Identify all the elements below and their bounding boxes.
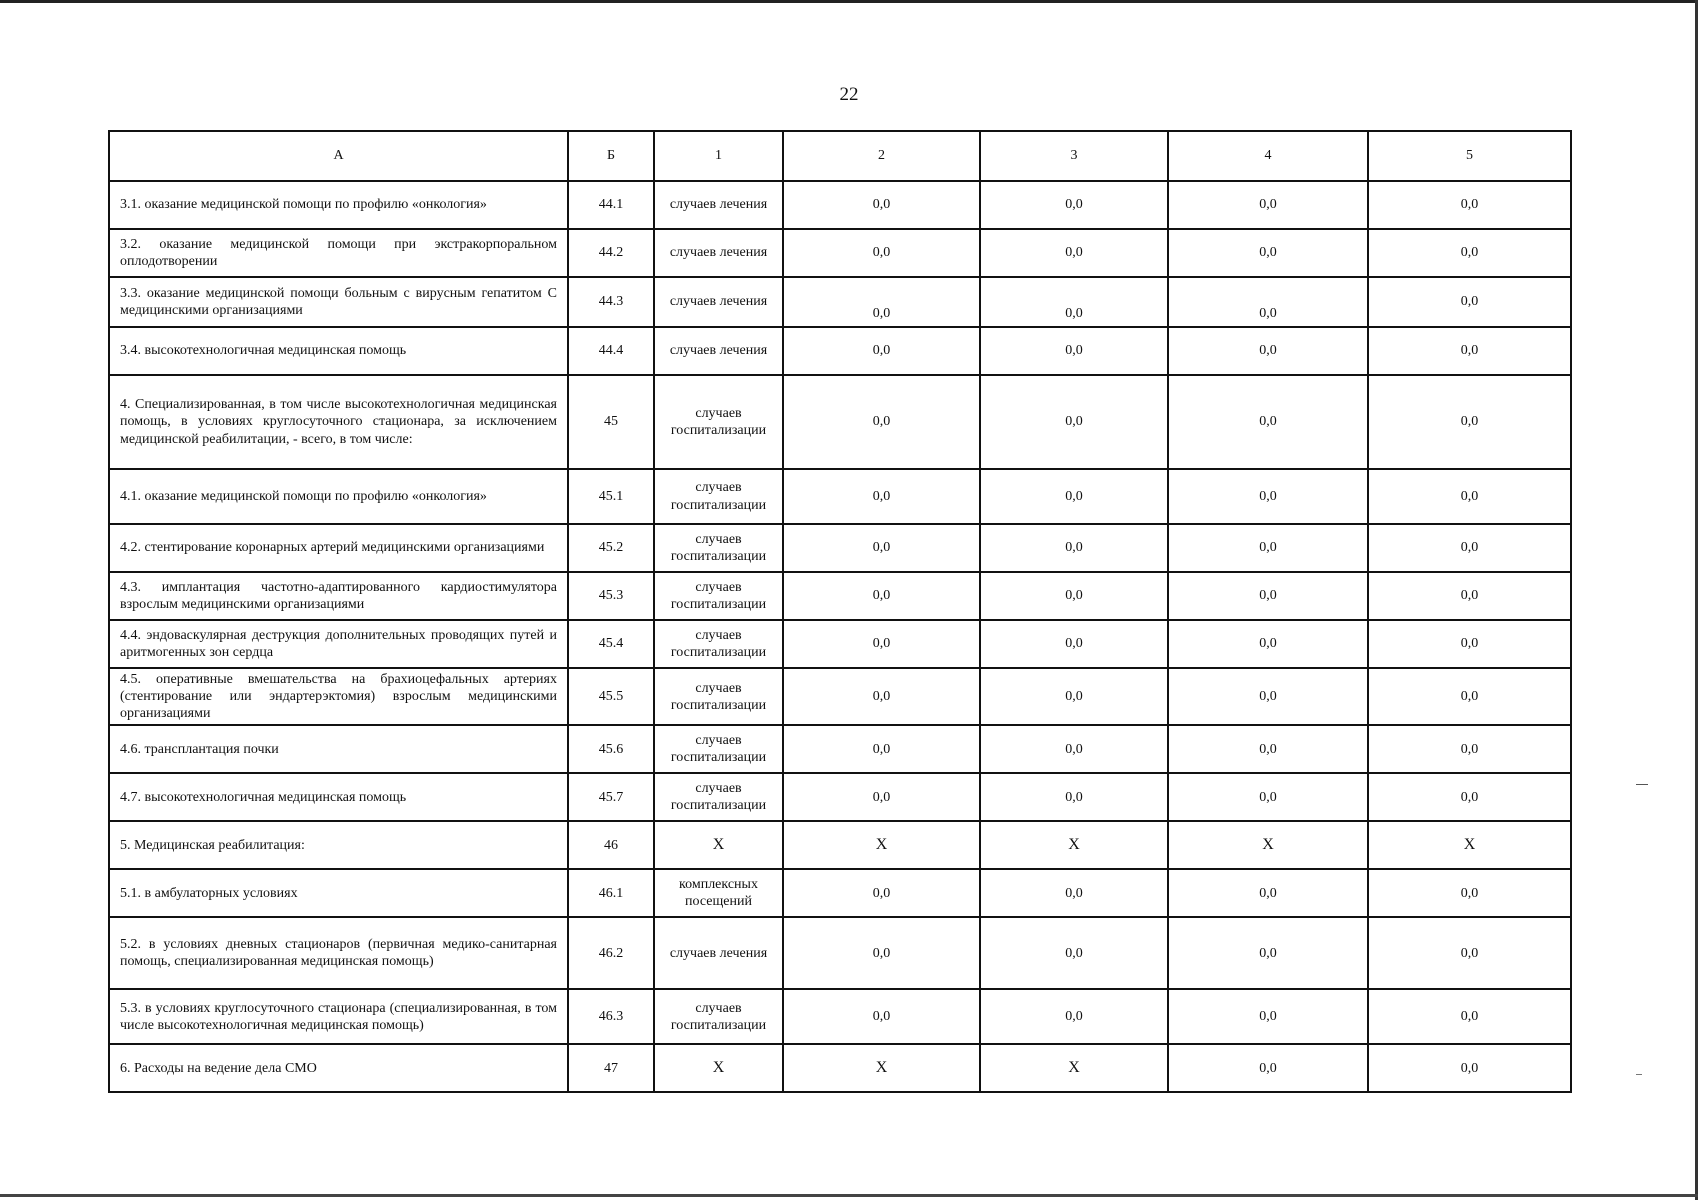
table-row: [109, 375, 1571, 469]
header-col-3: 3: [980, 131, 1168, 181]
row-value-col2: Х: [783, 1044, 980, 1092]
scan-edge-top: [0, 0, 1698, 3]
row-value-col2: 0,0: [783, 989, 980, 1044]
data-table: [108, 130, 1572, 1093]
row-unit: случаев лечения: [654, 917, 783, 989]
row-code: 44.4: [568, 327, 654, 375]
row-value-col3: 0,0: [980, 620, 1168, 668]
page-number: 22: [839, 84, 859, 105]
header-col-5: 5: [1368, 131, 1571, 181]
row-value-col4: 0,0: [1168, 917, 1368, 989]
table-row: [109, 773, 1571, 821]
row-unit: случаев госпитализации: [654, 572, 783, 620]
row-value-col2: 0,0: [783, 668, 980, 725]
row-value-col5: 0,0: [1368, 668, 1571, 725]
table-row: [109, 620, 1571, 668]
row-code: 44.2: [568, 229, 654, 277]
row-value-col4: 0,0: [1168, 327, 1368, 375]
header-col-4: 4: [1168, 131, 1368, 181]
table-row: [109, 668, 1571, 725]
row-name: 5.3. в условиях круглосуточного стационара (специализированная, в том числе высокотехнологичная медицинская помощь): [109, 989, 568, 1044]
row-value-col3: 0,0: [980, 327, 1168, 375]
row-value-col2: 0,0: [783, 524, 980, 572]
row-value-col5: 0,0: [1368, 469, 1571, 524]
row-value-col2: 0,0: [783, 869, 980, 917]
row-value-col5: 0,0: [1368, 620, 1571, 668]
row-value-col4: 0,0: [1168, 725, 1368, 773]
row-value-col3: 0,0: [980, 229, 1168, 277]
row-value-col4: 0,0: [1168, 181, 1368, 229]
row-value-col3: 0,0: [980, 572, 1168, 620]
row-value-col2: 0,0: [783, 229, 980, 277]
row-value-col4: 0,0: [1168, 277, 1368, 327]
row-value-col5: 0,0: [1368, 773, 1571, 821]
row-name: 6. Расходы на ведение дела СМО: [109, 1044, 568, 1092]
row-name: 5.1. в амбулаторных условиях: [109, 869, 568, 917]
row-name: 4.3. имплантация частотно-адаптированного кардиостимулятора взрослым медицинскими организациями: [109, 572, 568, 620]
row-value-col4: 0,0: [1168, 773, 1368, 821]
row-value-col5: 0,0: [1368, 572, 1571, 620]
row-value-col3: 0,0: [980, 989, 1168, 1044]
row-name: 4. Специализированная, в том числе высокотехнологичная медицинская помощь, в условиях круглосуточного стационара, за исключением медицинской реабилитации, - всего, в том числе:: [109, 375, 568, 469]
row-value-col4: 0,0: [1168, 375, 1368, 469]
header-col-b: Б: [568, 131, 654, 181]
table-row: [109, 572, 1571, 620]
row-value-col5: 0,0: [1368, 327, 1571, 375]
row-value-col4: 0,0: [1168, 469, 1368, 524]
row-unit: случаев лечения: [654, 181, 783, 229]
row-value-col4: 0,0: [1168, 620, 1368, 668]
row-unit: Х: [654, 1044, 783, 1092]
table-row: [109, 277, 1571, 327]
row-value-col3: 0,0: [980, 277, 1168, 327]
row-unit: комплексных посещений: [654, 869, 783, 917]
row-name: 4.5. оперативные вмешательства на брахиоцефальных артериях (стентирование или эндартерэктомия) взрослым медицинскими организациями: [109, 668, 568, 725]
row-unit: случаев лечения: [654, 277, 783, 327]
table-row: [109, 524, 1571, 572]
row-value-col2: 0,0: [783, 572, 980, 620]
row-value-col5: Х: [1368, 821, 1571, 869]
row-value-col3: 0,0: [980, 375, 1168, 469]
table-row: [109, 917, 1571, 989]
row-code: 45.1: [568, 469, 654, 524]
row-code: 45.5: [568, 668, 654, 725]
row-value-col3: 0,0: [980, 524, 1168, 572]
header-col-2: 2: [783, 131, 980, 181]
row-code: 45.6: [568, 725, 654, 773]
row-unit: случаев лечения: [654, 229, 783, 277]
row-code: 45.2: [568, 524, 654, 572]
row-value-col3: Х: [980, 821, 1168, 869]
row-value-col2: 0,0: [783, 725, 980, 773]
row-name: 5. Медицинская реабилитация:: [109, 821, 568, 869]
row-value-col3: 0,0: [980, 181, 1168, 229]
row-unit: случаев госпитализации: [654, 668, 783, 725]
row-value-col5: 0,0: [1368, 277, 1571, 327]
row-code: 45.4: [568, 620, 654, 668]
row-value-col5: 0,0: [1368, 229, 1571, 277]
row-value-col4: 0,0: [1168, 1044, 1368, 1092]
row-value-col2: 0,0: [783, 277, 980, 327]
row-code: 46.1: [568, 869, 654, 917]
row-unit: случаев госпитализации: [654, 725, 783, 773]
row-name: 4.1. оказание медицинской помощи по профилю «онкология»: [109, 469, 568, 524]
row-code: 46.2: [568, 917, 654, 989]
row-code: 45.7: [568, 773, 654, 821]
row-code: 44.3: [568, 277, 654, 327]
row-name: 3.3. оказание медицинской помощи больным с вирусным гепатитом С медицинскими организациями: [109, 277, 568, 327]
row-value-col3: 0,0: [980, 773, 1168, 821]
row-value-col5: 0,0: [1368, 725, 1571, 773]
row-value-col4: 0,0: [1168, 229, 1368, 277]
row-value-col2: 0,0: [783, 773, 980, 821]
scan-artifact: [1636, 1074, 1642, 1075]
row-name: 4.6. трансплантация почки: [109, 725, 568, 773]
row-name: 4.2. стентирование коронарных артерий медицинскими организациями: [109, 524, 568, 572]
row-value-col3: 0,0: [980, 869, 1168, 917]
table-row: [109, 469, 1571, 524]
row-code: 46.3: [568, 989, 654, 1044]
row-value-col3: 0,0: [980, 469, 1168, 524]
row-value-col2: 0,0: [783, 181, 980, 229]
row-unit: случаев госпитализации: [654, 524, 783, 572]
row-value-col5: 0,0: [1368, 524, 1571, 572]
row-value-col4: Х: [1168, 821, 1368, 869]
row-value-col2: 0,0: [783, 469, 980, 524]
header-row: [109, 131, 1571, 181]
row-value-col3: Х: [980, 1044, 1168, 1092]
row-code: 46: [568, 821, 654, 869]
row-value-col5: 0,0: [1368, 989, 1571, 1044]
row-value-col5: 0,0: [1368, 869, 1571, 917]
row-value-col3: 0,0: [980, 917, 1168, 989]
row-value-col5: 0,0: [1368, 917, 1571, 989]
row-code: 47: [568, 1044, 654, 1092]
row-value-col2: 0,0: [783, 375, 980, 469]
row-name: 4.7. высокотехнологичная медицинская помощь: [109, 773, 568, 821]
row-name: 3.4. высокотехнологичная медицинская помощь: [109, 327, 568, 375]
row-name: 5.2. в условиях дневных стационаров (первичная медико-санитарная помощь, специализированная медицинская помощь): [109, 917, 568, 989]
scan-edge-bottom: [0, 1194, 1698, 1197]
row-unit: случаев госпитализации: [654, 469, 783, 524]
table-row: [109, 229, 1571, 277]
row-value-col4: 0,0: [1168, 869, 1368, 917]
row-value-col5: 0,0: [1368, 181, 1571, 229]
table-row: [109, 725, 1571, 773]
row-code: 44.1: [568, 181, 654, 229]
row-value-col4: 0,0: [1168, 989, 1368, 1044]
table-row: [109, 821, 1571, 869]
row-value-col4: 0,0: [1168, 572, 1368, 620]
row-value-col5: 0,0: [1368, 375, 1571, 469]
row-name: 4.4. эндоваскулярная деструкция дополнительных проводящих путей и аритмогенных зон сердца: [109, 620, 568, 668]
table-row: [109, 181, 1571, 229]
row-code: 45.3: [568, 572, 654, 620]
row-value-col4: 0,0: [1168, 668, 1368, 725]
row-name: 3.1. оказание медицинской помощи по профилю «онкология»: [109, 181, 568, 229]
row-value-col5: 0,0: [1368, 1044, 1571, 1092]
row-value-col2: Х: [783, 821, 980, 869]
header-col-1: 1: [654, 131, 783, 181]
row-value-col2: 0,0: [783, 327, 980, 375]
row-unit: случаев госпитализации: [654, 375, 783, 469]
scan-artifact: [1636, 784, 1648, 785]
row-unit: случаев госпитализации: [654, 989, 783, 1044]
row-unit: случаев госпитализации: [654, 620, 783, 668]
row-name: 3.2. оказание медицинской помощи при экстракорпоральном оплодотворении: [109, 229, 568, 277]
table-row: [109, 869, 1571, 917]
row-value-col3: 0,0: [980, 725, 1168, 773]
row-unit: случаев госпитализации: [654, 773, 783, 821]
row-value-col4: 0,0: [1168, 524, 1368, 572]
table-row: [109, 1044, 1571, 1092]
row-value-col2: 0,0: [783, 917, 980, 989]
row-unit: случаев лечения: [654, 327, 783, 375]
table-row: [109, 989, 1571, 1044]
row-unit: Х: [654, 821, 783, 869]
row-value-col2: 0,0: [783, 620, 980, 668]
header-col-a: А: [109, 131, 568, 181]
row-value-col3: 0,0: [980, 668, 1168, 725]
table-row: [109, 327, 1571, 375]
row-code: 45: [568, 375, 654, 469]
